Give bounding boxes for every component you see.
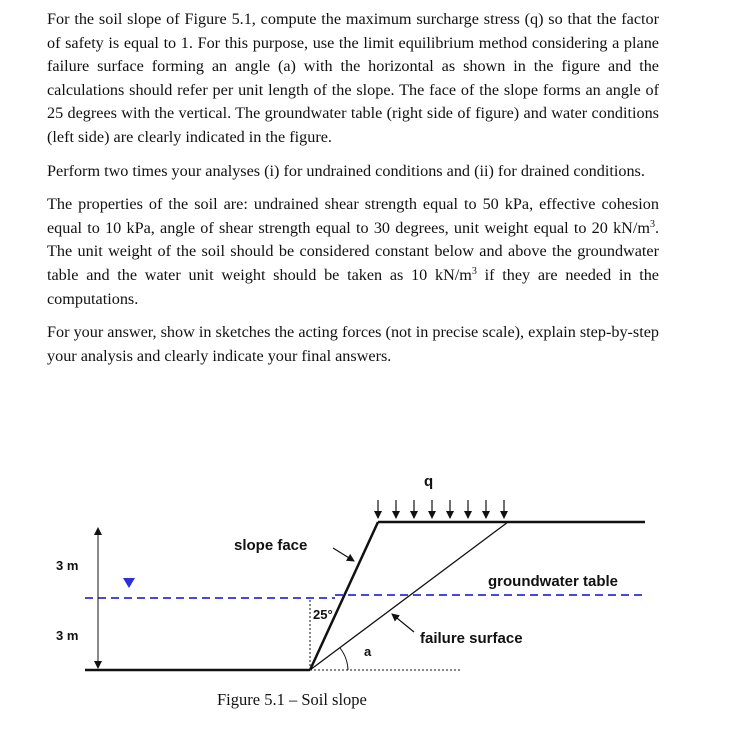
soil-properties-text-2: . The unit weight of the soil should be considered constant below and above the groundwater table and the water unit weight should be taken as 10 kN/m — [47, 218, 659, 284]
surcharge-arrows — [378, 500, 504, 518]
problem-paragraph-2: Perform two times your analyses (i) for undrained conditions and (ii) for drained conditions. — [47, 161, 645, 180]
problem-paragraph-1: For the soil slope of Figure 5.1, compute the maximum surcharge stress (q) so that the factor of safety is equal to 1. For this purpose, use the limit equilibrium method considering a plane failure surface forming an angle (a) with the horizontal as shown in the figure and the calculations should refer per unit length of the slope. The face of the slope forms an angle of 25 degrees with the vertical. The groundwater table (right side of figure) and water conditions (left side) are clearly indicated in the figure. — [47, 10, 659, 146]
failure-surface-line — [310, 522, 508, 670]
unit-exponent-1: 3 — [649, 218, 655, 230]
figure-caption: Figure 5.1 – Soil slope — [217, 690, 367, 709]
failure-surface-label: failure surface — [420, 630, 523, 647]
soil-properties-text-3: if they are needed in the computations. — [47, 265, 659, 308]
unit-exponent-2: 3 — [471, 265, 477, 277]
failure-angle-label: a — [364, 644, 372, 659]
dimension-bottom-label: 3 m — [56, 628, 79, 643]
problem-paragraph-4: For your answer, show in sketches the acting forces (not in precise scale), explain step-by-step your analysis and clearly indicate your final answers. — [47, 323, 659, 365]
dimension-top-label: 3 m — [56, 558, 79, 573]
groundwater-table-label: groundwater table — [488, 573, 619, 590]
failure-angle-arc — [340, 648, 348, 670]
slope-face-label: slope face — [234, 537, 308, 554]
failure-surface-pointer — [392, 614, 414, 632]
slope-angle-label: 25° — [313, 607, 333, 622]
water-level-triangle-icon — [123, 578, 135, 588]
soil-properties-text-1: The properties of the soil are: undrained shear strength equal to 50 kPa, effective cohesion equal to 10 kPa, angle of shear strength equal to 30 degrees, unit weight equal to 20 kN/m — [47, 195, 659, 237]
surcharge-label: q — [424, 473, 434, 490]
slope-face-pointer — [333, 548, 354, 561]
